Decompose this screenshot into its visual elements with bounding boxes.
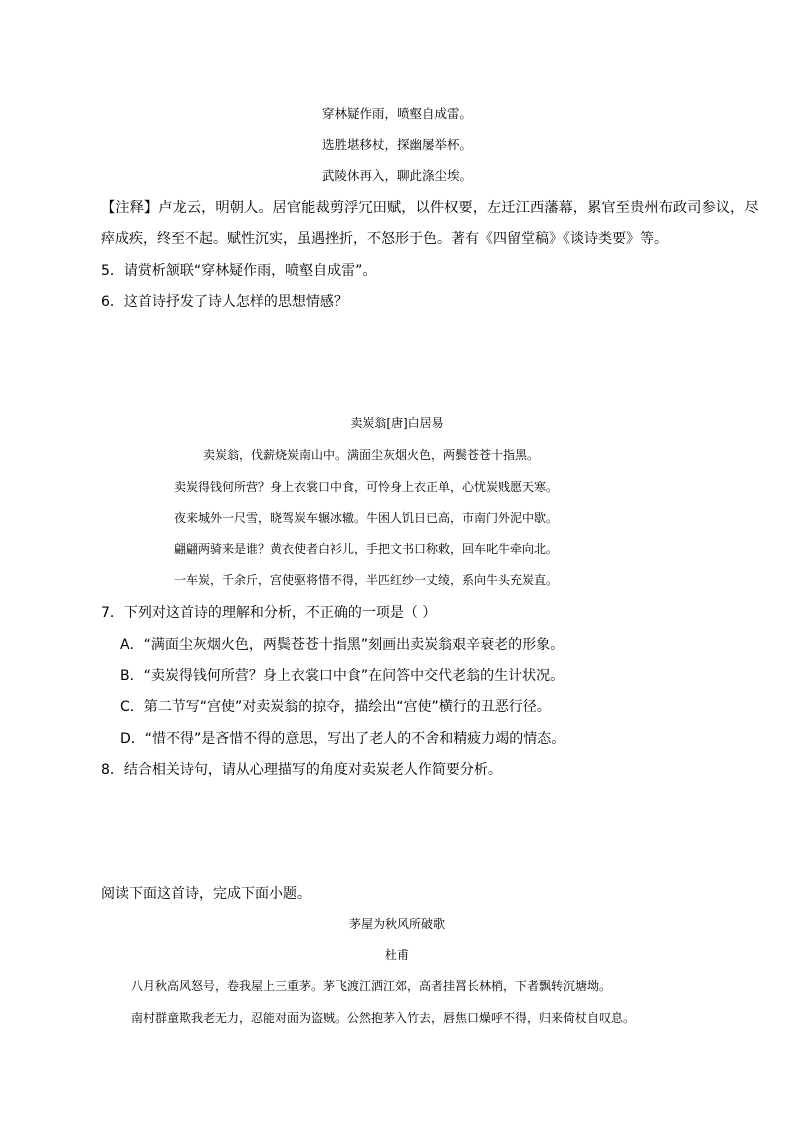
- poem2-line: 翩翩两骑来是谁？黄衣使者白衫儿，手把文书口称敕，回车叱牛牵向北。: [174, 542, 559, 556]
- poem3-title: 茅屋为秋风所破歌: [348, 917, 445, 931]
- poem2-line: 卖炭得钱何所营？身上衣裳口中食，可怜身上衣正单，心忧炭贱愿天寒。: [174, 480, 559, 494]
- question-7-option-d: D．“惜不得”是吝惜不得的意思，写出了老人的不舍和精疲力竭的情态。: [120, 731, 566, 747]
- poem2-line: 一车炭，千余斤，宫使驱将惜不得，半匹红纱一丈绫，系向牛头充炭直。: [174, 573, 559, 587]
- poem2-title: 卖炭翁[唐]白居易: [350, 416, 444, 430]
- question-7-option-a: A．“满面尘灰烟火色，两鬓苍苍十指黑”刻画出卖炭翁艰辛衰老的形象。: [120, 637, 565, 653]
- question-6: 6．这首诗抒发了诗人怎样的思想情感？: [101, 294, 348, 310]
- poem2-line: 卖炭翁，伐薪烧炭南山中。满面尘灰烟火色，两鬓苍苍十指黑。: [203, 448, 540, 462]
- annotation-line-1: 【注释】卢龙云，明朝人。居官能裁剪浮冗田赋，以件权要，左迁江西藩幕，累官至贵州布政司参议，尽: [101, 200, 759, 216]
- poem1-line: 武陵休再入，聊此涤尘埃。: [321, 168, 472, 183]
- question-7-option-c: C．第二节写“宫使”对卖炭翁的掠夺，描绘出“宫使”横行的丑恶行径。: [120, 699, 551, 715]
- poem1-line: 选胜堪移杖，探幽屡举杯。: [321, 137, 472, 152]
- poem2-line: 夜来城外一尺雪，晓驾炭车辗冰辙。牛困人饥日已高，市南门外泥中歇。: [174, 511, 559, 525]
- question-7-stem: 7．下列对这首诗的理解和分析，不正确的一项是（ ）: [101, 605, 437, 621]
- question-7-option-b: B．“卖炭得钱何所营？身上衣裳口中食”在问答中交代老翁的生计状况。: [120, 668, 565, 684]
- poem3-line: 南村群童欺我老无力，忍能对面为盗贼。公然抱茅入竹去，唇焦口燥呼不得，归来倚杖自叹息。: [131, 1011, 636, 1025]
- question-5: 5．请赏析颔联“穿林疑作雨，喷壑自成雷”。: [101, 263, 377, 279]
- annotation-line-2: 瘁成疾，终至不起。赋性沉实，虽遇挫折，不怒形于色。著有《四留堂稿》《谈诗类要》等。: [101, 231, 668, 247]
- poem1-line: 穿林疑作雨，喷壑自成雷。: [321, 106, 472, 121]
- reading-instruction: 阅读下面这首诗，完成下面小题。: [101, 886, 311, 902]
- question-8: 8．结合相关诗句，请从心理描写的角度对卖炭老人作简要分析。: [101, 762, 502, 778]
- poem3-line: 八月秋高风怒号，卷我屋上三重茅。茅飞渡江洒江郊，高者挂罥长林梢，下者飘转沉塘坳。: [131, 979, 612, 993]
- poem3-author: 杜甫: [384, 948, 409, 962]
